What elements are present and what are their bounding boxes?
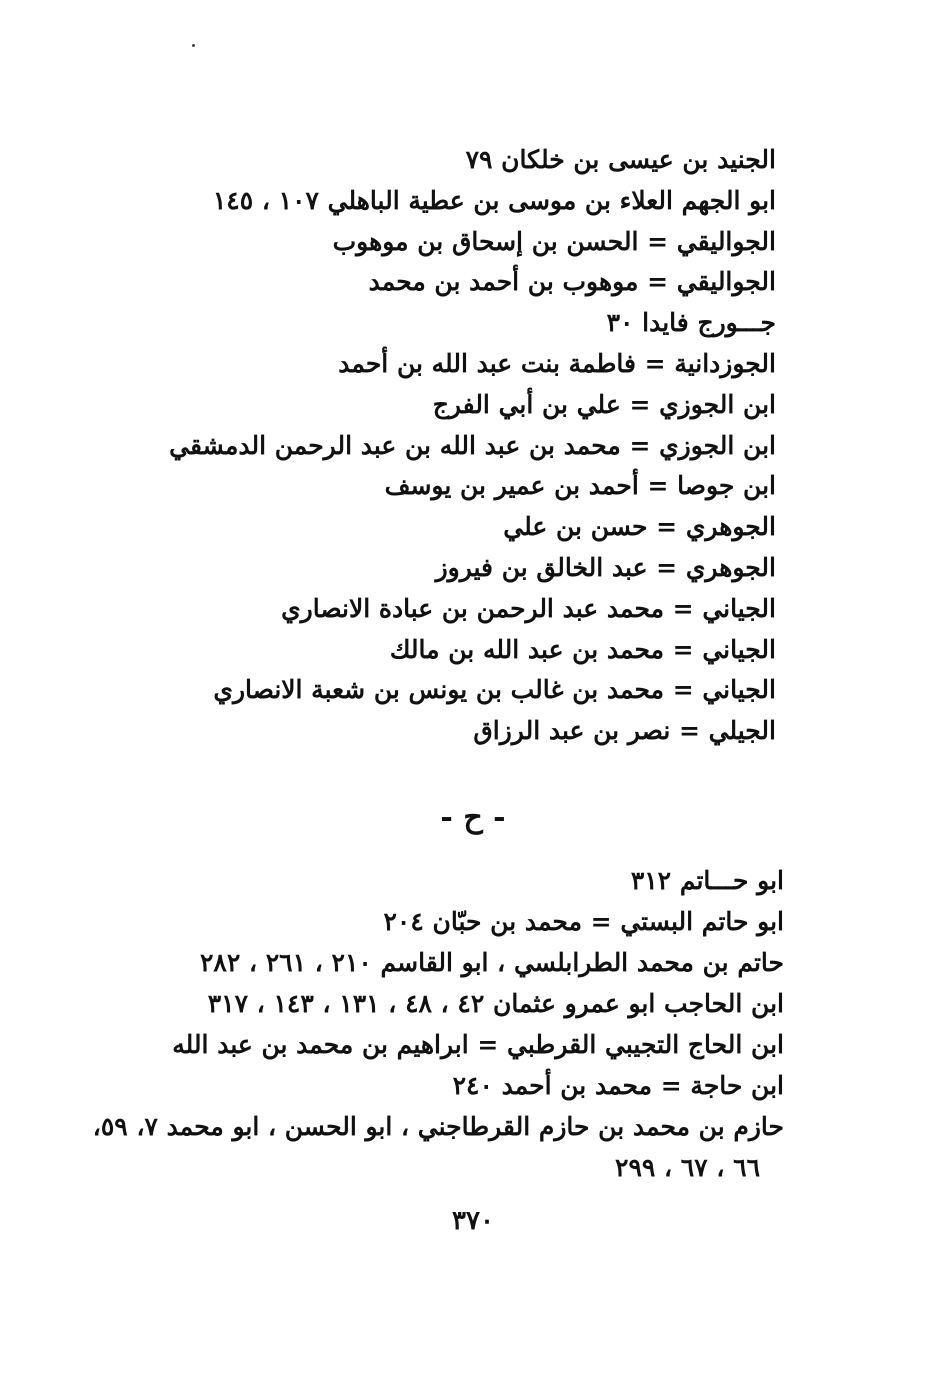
index-entry: ابو حاتم البستي = محمد بن حبّان ٢٠٤ xyxy=(383,907,784,936)
page-speck xyxy=(192,44,195,47)
index-entry-continuation: ٦٦ ، ٦٧ ، ٢٩٩ xyxy=(615,1153,760,1182)
index-entry: جـــورج فايدا ٣٠ xyxy=(606,308,776,338)
index-entry: الجوهري = عبد الخالق بن فيروز xyxy=(435,552,776,582)
index-entry: الجواليقي = الحسن بن إسحاق بن موهوب xyxy=(332,226,776,256)
page-number: ٣٧٠ xyxy=(452,1206,494,1236)
index-entry: الجياني = محمد عبد الرحمن بن عبادة الانصاري xyxy=(281,593,776,623)
index-entry: ابو الجهم العلاء بن موسى بن عطية الباهلي ١٠٧ ، ١٤٥ xyxy=(212,185,776,215)
index-entry: الجوهري = حسن بن علي xyxy=(503,512,776,542)
index-entry: ابن جوصا = أحمد بن عمير بن يوسف xyxy=(384,471,776,501)
index-entry: ابن حاجة = محمد بن أحمد ٢٤٠ xyxy=(452,1071,784,1100)
section-heading-ha: - ح - xyxy=(440,800,506,835)
index-entry: الجياني = محمد بن غالب بن يونس بن شعبة الانصاري xyxy=(213,675,776,705)
index-entry: ابو حـــاتم ٣١٢ xyxy=(630,866,784,895)
index-entry: حاتم بن محمد الطرابلسي ، ابو القاسم ٢١٠ ، ٢٦١ ، ٢٨٢ xyxy=(199,948,784,977)
index-section-jim xyxy=(169,140,776,752)
index-entry: الجواليقي = موهوب بن أحمد بن محمد xyxy=(368,267,776,297)
index-entry: ابن الجوزي = محمد بن عبد الله بن عبد الرحمن الدمشقي xyxy=(169,430,776,460)
index-entry: الجياني = محمد بن عبد الله بن مالك xyxy=(389,634,776,664)
index-entry: الجيلي = نصر بن عبد الرزاق xyxy=(473,716,776,746)
index-entry: ابن الحاج التجيبي القرطبي = ابراهيم بن محمد بن عبد الله xyxy=(172,1030,784,1059)
index-entry: الجنيد بن عيسى بن خلكان ٧٩ xyxy=(465,145,776,174)
index-entry: ابن الحاجب ابو عمرو عثمان ٤٢ ، ٤٨ ، ١٣١ ، ١٤٣ ، ٣١٧ xyxy=(207,989,784,1018)
index-entry: الجوزدانية = فاطمة بنت عبد الله بن أحمد xyxy=(338,348,776,378)
index-section-ha xyxy=(93,860,784,1188)
index-entry: حازم بن محمد بن حازم القرطاجني ، ابو الحسن ، ابو محمد ٧، ٥٩، xyxy=(92,1112,784,1141)
index-entry: ابن الجوزي = علي بن أبي الفرج xyxy=(432,389,776,419)
